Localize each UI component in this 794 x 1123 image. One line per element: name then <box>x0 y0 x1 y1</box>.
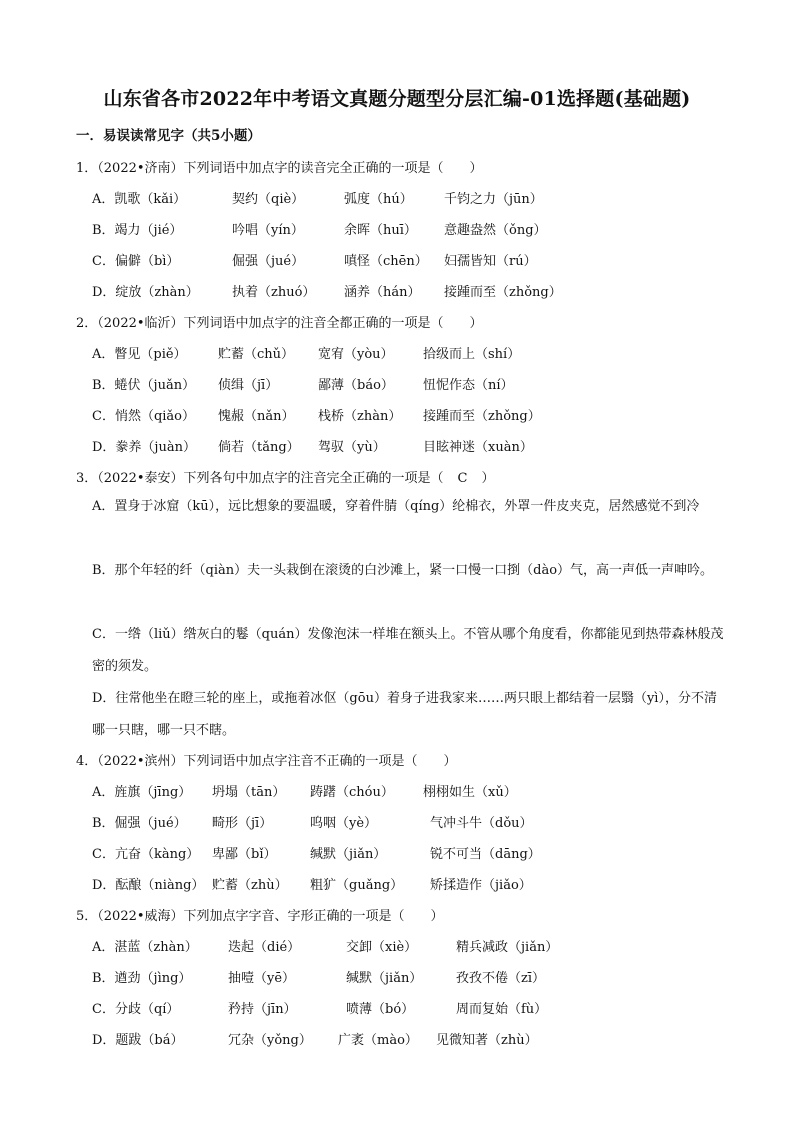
option-d-word-2: 执着（zhuó） <box>232 285 316 300</box>
option-c-word-2: 愧赧（nǎn） <box>218 409 295 424</box>
option-c-word-1: C．偏僻（bì） <box>92 254 180 269</box>
option-b-word-3: 缄默（jiǎn） <box>346 971 423 986</box>
question-2-stem: 2．（2022•临沂）下列词语中加点字的注音全都正确的一项是（ ） <box>76 316 483 331</box>
option-a-word-3: 踌躇（chóu） <box>310 785 394 800</box>
option-c-word-1: C．悄然（qiǎo） <box>92 409 196 424</box>
option-a-word-2: 迭起（dié） <box>228 940 301 955</box>
option-d-word-1: D．绽放（zhàn） <box>92 285 199 300</box>
option-b-word-3: 鄙薄（báo） <box>318 378 394 393</box>
option-a-word-1: A．瞥见（piě） <box>92 347 187 362</box>
question-3-stem-end: ） <box>481 471 495 486</box>
option-a-word-3: 宽宥（yòu） <box>318 347 394 362</box>
document-title: 山东省各市2022年中考语文真题分题型分层汇编-01选择题(基础题) <box>103 88 691 110</box>
option-d-word-3: 粗犷（guǎng） <box>310 878 404 893</box>
option-c-word-3: 缄默（jiǎn） <box>310 847 387 862</box>
option-d-word-3: 涵养（hán） <box>344 285 421 300</box>
option-d-word-4: 接踵而至（zhǒng） <box>444 285 562 300</box>
option-c-word-3: 嗔怪（chēn） <box>344 254 428 269</box>
option-b-word-4: 气冲斗牛（dǒu） <box>430 816 533 831</box>
option-d-word-1: D．豢养（juàn） <box>92 440 196 455</box>
option-c-word-4: 接踵而至（zhǒng） <box>423 409 541 424</box>
option-c-word-3: 栈桥（zhàn） <box>318 409 402 424</box>
option-b-word-2: 侦缉（jī） <box>218 378 279 393</box>
option-b-word-1: B．遒劲（jìng） <box>92 971 192 986</box>
option-b-word-3: 呜咽（yè） <box>310 816 378 831</box>
option-b-word-4: 孜孜不倦（zī） <box>456 971 546 986</box>
option-a-word-2: 契约（qiè） <box>232 192 305 207</box>
option-b-word-1: B．竭力（jié） <box>92 223 183 238</box>
option-b-word-2: 畸形（jī） <box>212 816 273 831</box>
option-a-word-2: 贮蓄（chǔ） <box>218 347 295 362</box>
option-b-word-1: B．蜷伏（juǎn） <box>92 378 196 393</box>
option-a-word-4: 拾级而上（shí） <box>423 347 521 362</box>
option-d-word-1: D．酝酿（niàng） <box>92 878 205 893</box>
option-d-word-2: 倘若（tǎng） <box>218 440 300 455</box>
section-heading: 一．易误读常见字（共5小题） <box>76 128 261 144</box>
option-c-word-2: 卑鄙（bǐ） <box>212 847 277 862</box>
question-3-answer: C <box>457 471 468 486</box>
option-a-word-4: 千钧之力（jūn） <box>444 192 543 207</box>
option-a-word-2: 坍塌（tān） <box>212 785 286 800</box>
question-1-stem: 1．（2022•济南）下列词语中加点字的读音完全正确的一项是（ ） <box>76 161 483 176</box>
option-d-word-2: 冗杂（yǒng） <box>228 1033 312 1048</box>
option-c-word-4: 周而复始（fù） <box>456 1002 548 1017</box>
question-4-stem: 4．（2022•滨州）下列词语中加点字注音不正确的一项是（ ） <box>76 754 457 769</box>
option-b-word-1: B．倔强（jué） <box>92 816 187 831</box>
option-a-word-3: 弧度（hú） <box>344 192 413 207</box>
option-b-word-3: 余晖（huī） <box>344 223 417 238</box>
option-a-word-4: 精兵减政（jiǎn） <box>456 940 559 955</box>
question-3-stem <box>76 467 495 486</box>
question-3-option-a: A．置身于冰窟（kū），远比想象的要温暖，穿着件腈（qíng）纶棉衣，外罩一件皮夹克，居然感觉不到冷 <box>92 499 700 514</box>
option-d-word-4: 见微知著（zhù） <box>436 1033 538 1048</box>
option-b-word-2: 吟唱（yín） <box>232 223 304 238</box>
option-c-word-1: C．分歧（qí） <box>92 1002 180 1017</box>
option-a-word-1: A．旌旗（jīng） <box>92 785 192 800</box>
option-d-word-2: 贮蓄（zhù） <box>212 878 288 893</box>
question-3-option-b: B．那个年轻的纤（qiàn）夫一头栽倒在滚烫的白沙滩上，紧一口慢一口捯（dào）气，高一声低一声呻吟。 <box>92 563 714 578</box>
option-c-word-1: C．亢奋（kàng） <box>92 847 200 862</box>
option-a-word-3: 交卸（xiè） <box>346 940 418 955</box>
option-c-word-3: 喷薄（bó） <box>346 1002 415 1017</box>
option-c-word-2: 倔强（jué） <box>232 254 305 269</box>
option-d-word-3: 驾驭（yù） <box>318 440 386 455</box>
option-a-word-1: A．湛蓝（zhàn） <box>92 940 198 955</box>
option-d-word-4: 目眩神迷（xuàn） <box>423 440 533 455</box>
option-c-word-4: 妇孺皆知（rú） <box>444 254 537 269</box>
option-b-word-2: 抽噎（yē） <box>228 971 296 986</box>
question-3-option-d: D．往常他坐在瞪三轮的座上，或拖着冰伛（gōu）着身子进我家来……两只眼上都结着一层翳（yì），分不清哪一只瞎，哪一只不瞎。 <box>92 691 717 738</box>
question-5-stem: 5．（2022•威海）下列加点字字音、字形正确的一项是（ ） <box>76 909 444 924</box>
option-a-word-1: A．凯歌（kǎi） <box>92 192 187 207</box>
option-d-word-3: 广袤（mào） <box>338 1033 418 1048</box>
question-3-stem-text: 3．（2022•泰安）下列各句中加点字的注音完全正确的一项是（ <box>76 471 444 486</box>
option-c-word-2: 矜持（jīn） <box>228 1002 297 1017</box>
question-3-option-c: C．一绺（liǔ）绺灰白的鬈（quán）发像泡沫一样堆在额头上。不管从哪个角度看，你都能见到热带森林般茂密的须发。 <box>92 627 724 674</box>
option-b-word-4: 意趣盎然（ǒng） <box>444 223 547 238</box>
option-b-word-4: 忸怩作态（ní） <box>423 378 514 393</box>
option-d-word-1: D．题跋（bá） <box>92 1033 184 1048</box>
option-d-word-4: 矫揉造作（jiǎo） <box>430 878 532 893</box>
option-a-word-4: 栩栩如生（xǔ） <box>423 785 517 800</box>
option-c-word-4: 锐不可当（dāng） <box>430 847 541 862</box>
